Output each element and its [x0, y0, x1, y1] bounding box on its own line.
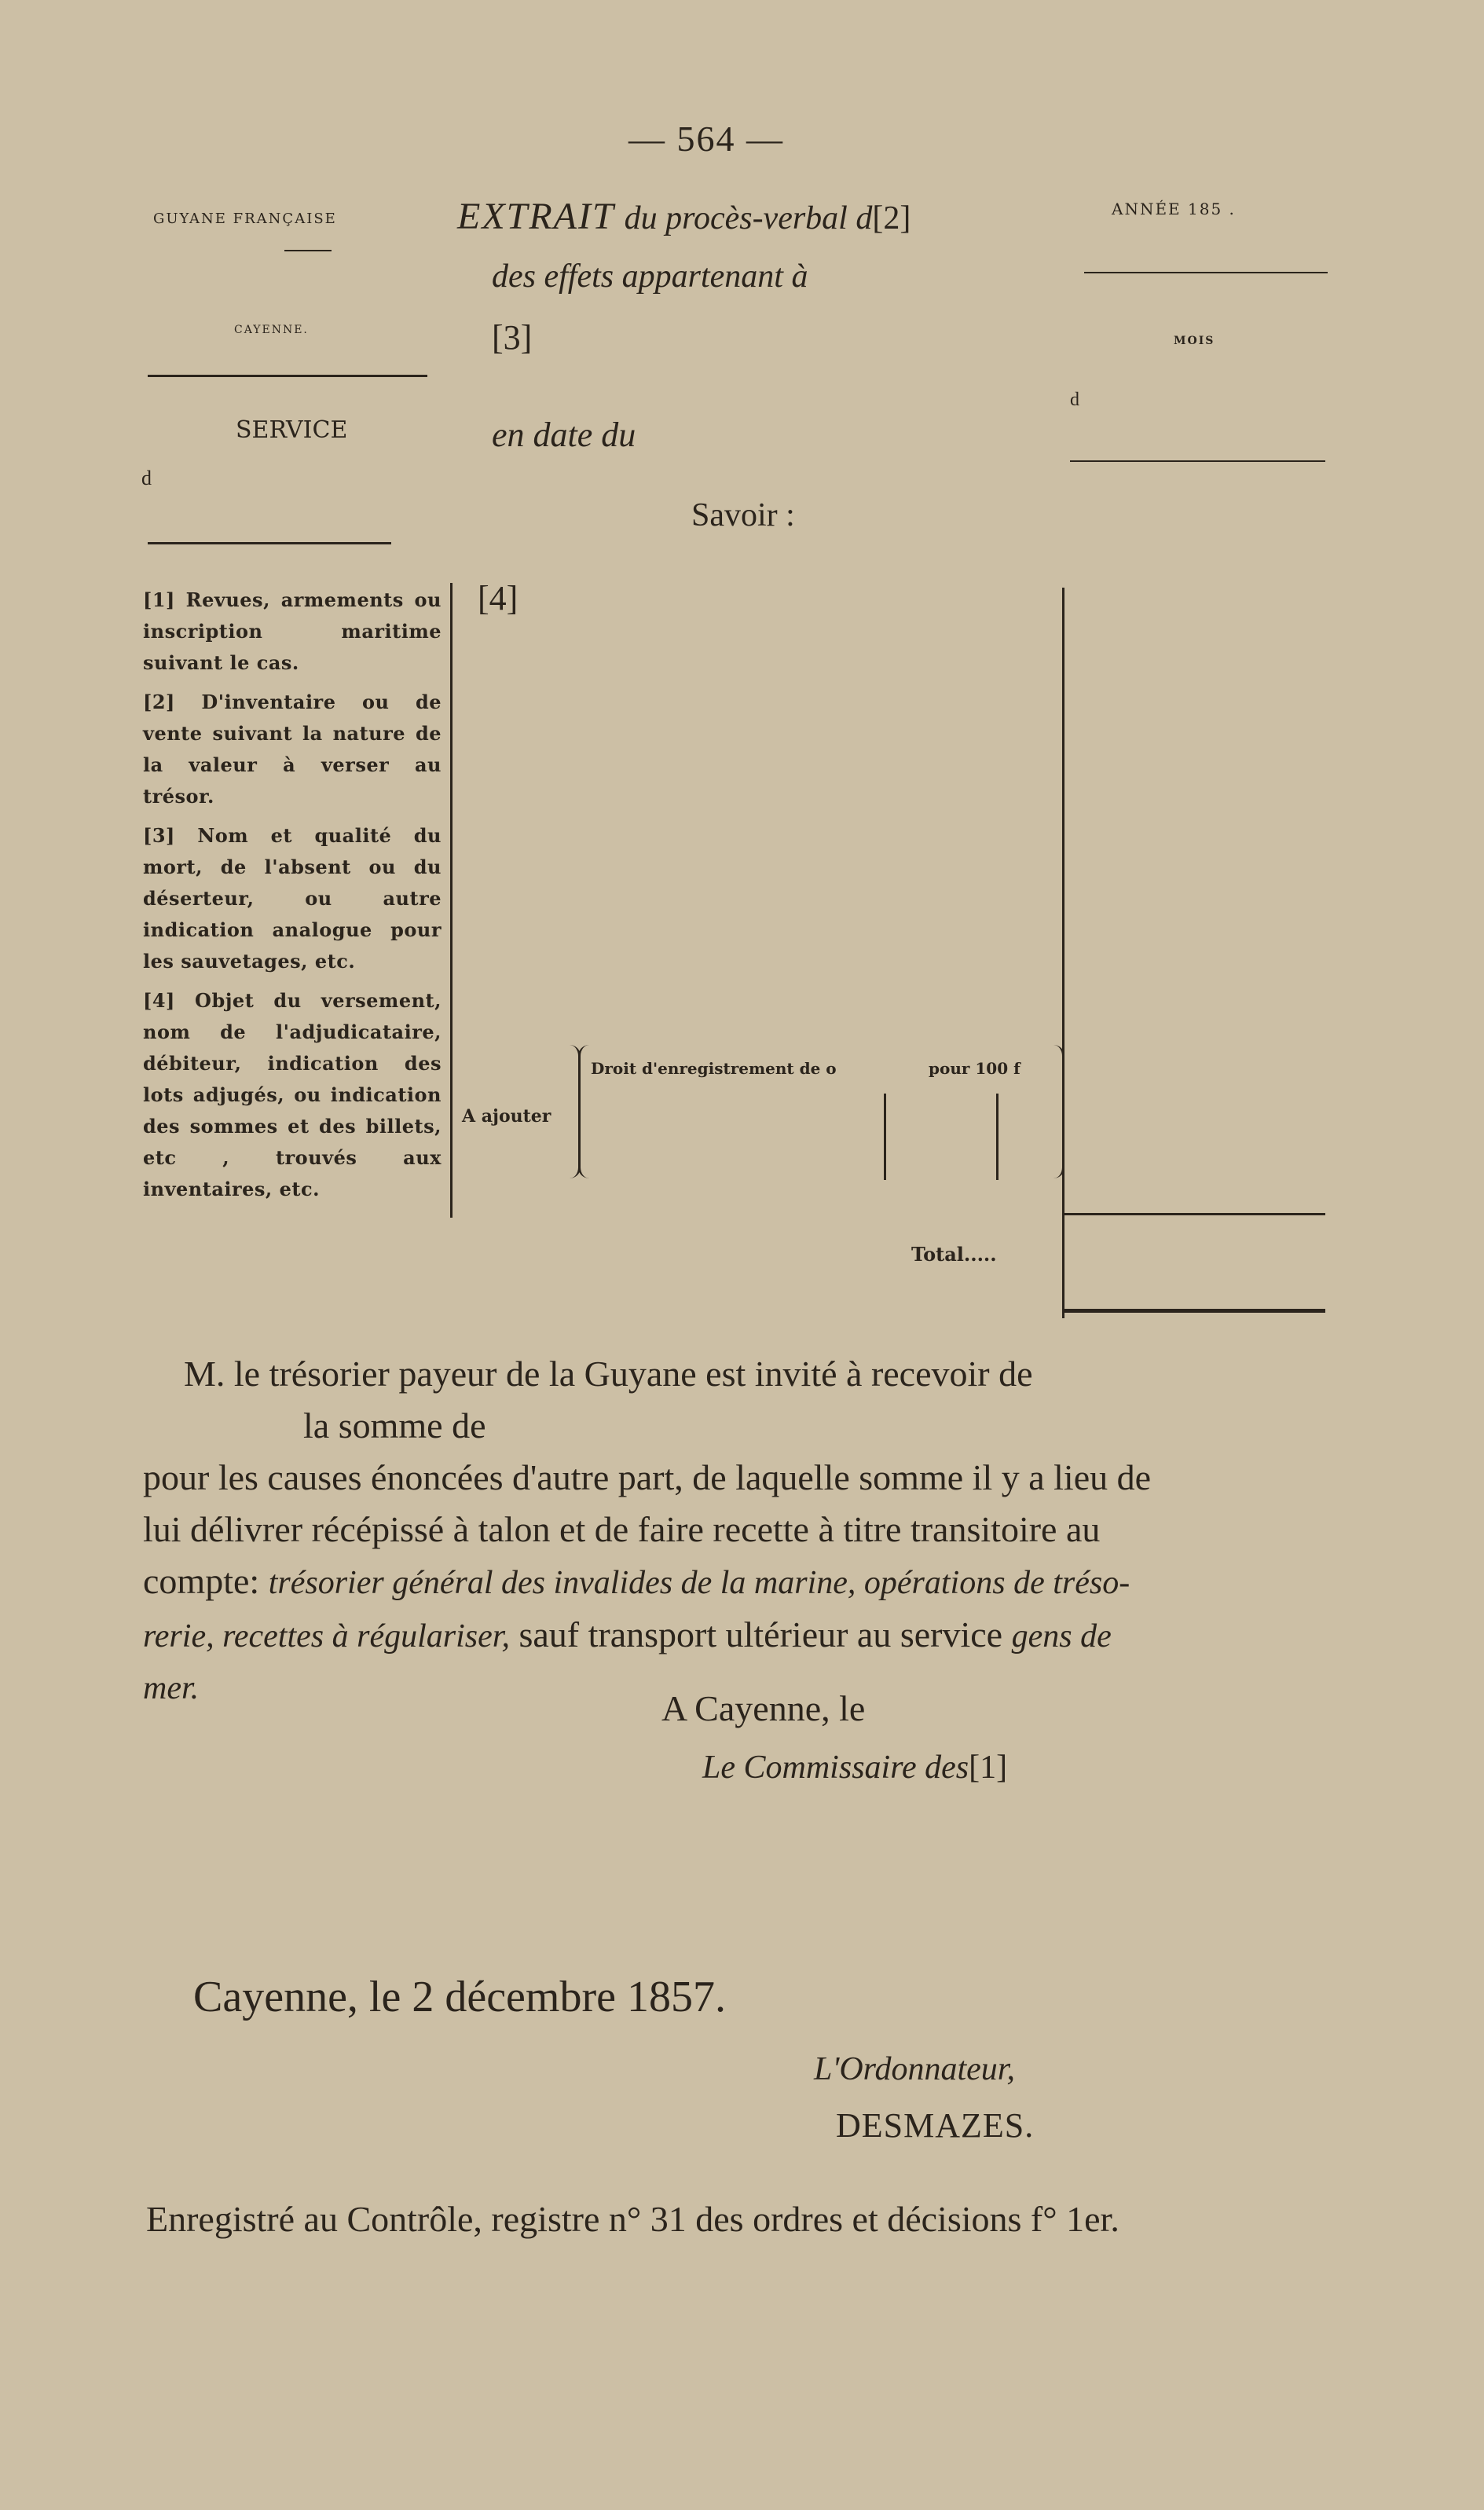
savoir-label: Savoir :: [691, 497, 795, 533]
footnote-2: [2] D'inventaire ou de vente suivant la nature de la valeur à verser au trésor.: [143, 691, 442, 808]
brace-left: [578, 1045, 592, 1178]
ref-4: [4]: [478, 579, 518, 617]
page-number: — 564 —: [628, 119, 784, 159]
paragraph-line-4: lui délivrer récépissé à talon et de faire recette à titre transitoire au: [143, 1509, 1101, 1549]
divider: [284, 250, 332, 251]
droit-enregistrement-label: Droit d'enregistrement de o: [591, 1059, 837, 1078]
service-label: SERVICE: [236, 416, 348, 444]
month-label: MOIS: [1174, 335, 1215, 347]
paragraph-line-6: [143, 1609, 1337, 1662]
paragraph-line-6c: gens de: [1011, 1618, 1112, 1654]
footnote-1: [1] Revues, armements ou inscription maritime suivant le cas.: [143, 588, 442, 674]
commissaire-ref: [1]: [969, 1750, 1008, 1786]
column-rule: [450, 583, 453, 1218]
payment-paragraph: [184, 1348, 1339, 1452]
place-date-line: A Cayenne, le: [661, 1688, 866, 1728]
title-extrait: EXTRAIT: [457, 196, 615, 237]
registration-line: Enregistré au Contrôle, registre n° 31 des ordres et décisions f° 1er.: [146, 2199, 1119, 2239]
city-label: CAYENNE.: [234, 324, 309, 336]
commissaire-label: Le Commissaire des: [702, 1750, 969, 1786]
pour-cent-label: pour 100 f: [929, 1059, 1020, 1078]
paragraph-line-5b: trésorier général des invalides de la marine, opérations de tréso-: [268, 1565, 1130, 1601]
title-proces-verbal: du procès-verbal d: [624, 200, 873, 236]
paragraph-line-1: M. le trésorier payeur de la Guyane est invité à recevoir de: [184, 1354, 1033, 1394]
paragraph-line-6a: rerie, recettes à régulariser,: [143, 1618, 510, 1654]
paragraph-line-5: [143, 1555, 1337, 1609]
divider: [148, 375, 427, 377]
title-ref-3: [3]: [492, 318, 533, 357]
paragraph-line-7: mer.: [143, 1670, 200, 1706]
brace-right: [1051, 1045, 1064, 1178]
footnote-3: [3] Nom et qualité du mort, de l'absent ou du déserteur, ou autre indication analogue pour les sauvetages, etc.: [143, 824, 442, 973]
footnotes: [143, 584, 442, 1213]
dated-line: Cayenne, le 2 décembre 1857.: [193, 1973, 726, 2021]
title-line-4: en date du: [492, 416, 636, 454]
total-rule: [1064, 1213, 1325, 1215]
column-rule: [1062, 588, 1064, 1318]
total-underline: [1064, 1309, 1325, 1313]
title-line-2: des effets appartenant à: [492, 258, 808, 295]
footnote-4: [4] Objet du versement, nom de l'adjudicataire, débiteur, indication des lots adjugés, ou indication des sommes et des billets, etc , trouvés aux inventaires, etc.: [143, 989, 442, 1200]
colony-label: GUYANE FRANÇAISE: [153, 211, 337, 227]
divider: [1070, 460, 1325, 462]
column-rule: [884, 1094, 886, 1180]
divider: [1084, 272, 1328, 273]
year-label: ANNÉE 185 .: [1112, 200, 1236, 218]
total-label: Total.....: [911, 1243, 997, 1266]
service-d: d: [141, 467, 152, 489]
month-d: d: [1070, 390, 1079, 410]
ordonnateur-label: L'Ordonnateur,: [814, 2051, 1015, 2087]
payment-paragraph-body: [143, 1452, 1337, 1714]
commissaire-line: [702, 1749, 1007, 1786]
divider: [148, 542, 391, 544]
paragraph-line-5a: compte:: [143, 1561, 260, 1601]
document-title: [457, 195, 911, 238]
paragraph-line-2: la somme de: [303, 1405, 486, 1446]
paragraph-line-3: pour les causes énoncées d'autre part, de laquelle somme il y a lieu de: [143, 1457, 1152, 1497]
signatory-name: DESMAZES.: [836, 2106, 1035, 2145]
paragraph-line-6b: sauf transport ultérieur au service: [518, 1614, 1003, 1654]
a-ajouter-label: A ajouter: [462, 1106, 551, 1127]
column-rule: [996, 1094, 998, 1180]
title-ref-2: [2]: [872, 200, 911, 236]
